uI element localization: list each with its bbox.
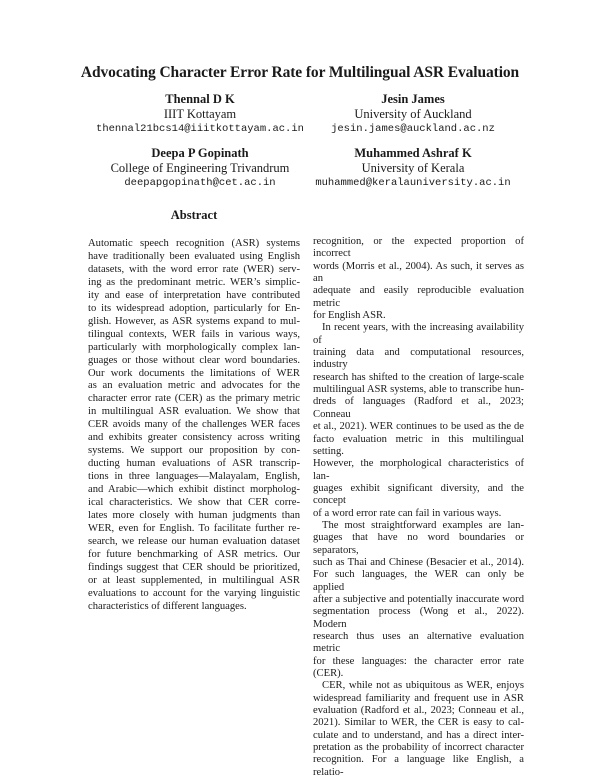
body-line: However, the morphological characteristics of lan-: [313, 458, 524, 482]
body-line: research has shifted to the creation of large-scale: [313, 371, 524, 383]
author-affiliation: College of Engineering Trivandrum: [110, 161, 290, 175]
author-name: Muhammed Ashraf K: [354, 146, 472, 160]
body-line: research thus uses an alternative evaluation metric: [313, 631, 524, 655]
body-line: In recent years, with the increasing availability of: [313, 322, 524, 346]
abstract-text: [88, 238, 300, 614]
abstract-line: search, we release our human evaluation dataset: [88, 535, 300, 547]
abstract-line: lates more closely with human judgments than: [88, 510, 300, 522]
body-line: pretation as the probability of incorrect character: [313, 742, 524, 754]
body-line: The most straightforward examples are lan-: [322, 519, 524, 531]
abstract-line: for future benchmarking of ASR metrics. Our: [88, 548, 300, 560]
body-line: dreds of languages (Radford et al., 2023; Conneau: [313, 396, 524, 420]
abstract-line: to its widespread adoption, particularly for En-: [88, 302, 300, 314]
abstract-line: or at least supplemented, in multilingual ASR: [88, 574, 300, 586]
body-line: et al., 2021). WER continues to be used as the de: [313, 421, 524, 433]
abstract-line: evaluations to account for the varying linguistic: [88, 587, 300, 599]
author-name: Jesin James: [381, 92, 445, 106]
body-line: guages exhibit significant diversity, and the concept: [313, 482, 524, 507]
body-line: For such languages, the WER can only be applied: [313, 569, 524, 593]
author-block: [283, 146, 543, 191]
paper-title: Advocating Character Error Rate for Multilingual ASR Evaluation: [80, 64, 520, 81]
body-line: after a subjective and potentially inaccurate word: [313, 593, 524, 605]
abstract-line: guages or those without clear word boundaries.: [88, 354, 300, 366]
author-email[interactable]: muhammed@keralauniversity.ac.in: [315, 177, 511, 189]
abstract-line: ing as the predominant metric. WER’s simplic-: [88, 276, 300, 288]
abstract-line: ical characteristics. We show that CER corre-: [88, 497, 300, 509]
body-line: such as Thai and Chinese (Besacier et al., 2014).: [313, 556, 524, 568]
body-line: words (Morris et al., 2004). As such, it serves as an: [313, 260, 524, 285]
body-line: CER, while not as ubiquitous as WER, enjoys: [322, 680, 524, 692]
author-email[interactable]: deepapgopinath@cet.ac.in: [124, 177, 276, 189]
abstract-line: tions in three languages—Malayalam, English,: [88, 471, 300, 483]
body-line: recognition, or the expected proportion of incorrect: [313, 236, 524, 260]
abstract-heading: Abstract: [170, 208, 218, 222]
author-email[interactable]: thennal21bcs14@iiitkottayam.ac.in: [96, 123, 304, 135]
body-line: of a word error rate can fail in various ways.: [313, 507, 502, 519]
body-text-column: [313, 236, 524, 779]
body-line: multilingual ASR systems, able to transcribe hun-: [313, 384, 524, 396]
body-line: training data and computational resources, industry: [313, 347, 524, 371]
abstract-line: characteristics of different languages.: [88, 600, 247, 612]
abstract-line: and Arabic—which exhibit distinct morpholog-: [88, 484, 300, 496]
abstract-line: and exhibits greater consistency across writing: [88, 432, 300, 444]
abstract-line: Our work documents the limitations of WER: [88, 367, 300, 379]
body-line: evaluation (Radford et al., 2023; Conneau et al.,: [313, 705, 524, 717]
body-line: widespread familiarity and frequent use in ASR: [313, 692, 524, 704]
abstract-line: systems. We support our proposition by con-: [88, 445, 300, 457]
body-line: culate and to understand, and has a direct inter-: [313, 729, 524, 741]
author-affiliation: University of Auckland: [354, 107, 472, 121]
body-line: segmentation process (Wong et al., 2022). Modern: [313, 606, 524, 630]
abstract-line: WER, even for English. To facilitate further re-: [88, 522, 300, 534]
body-line: adequate and easily reproducible evaluation metric: [313, 285, 524, 309]
abstract-line: tilingual contexts, WER fails in various ways,: [88, 328, 300, 340]
author-affiliation: University of Kerala: [361, 161, 465, 175]
abstract-line: particularly with morphologically complex lan-: [88, 341, 300, 353]
author-affiliation: IIIT Kottayam: [163, 107, 237, 121]
author-block: [283, 92, 543, 137]
body-line: guages that have no word boundaries or separators,: [313, 532, 524, 556]
abstract-line: as an evaluation metric and advocates for the: [88, 380, 300, 392]
body-line: recognition. For a language like English, a relatio-: [313, 754, 524, 778]
body-line: facto evaluation metric in this multilingual setting.: [313, 433, 524, 457]
author-email[interactable]: jesin.james@auckland.ac.nz: [331, 123, 495, 135]
abstract-line: CER avoids many of the challenges WER faces: [88, 419, 300, 431]
abstract-line: datasets, with the word error rate (WER) serv-: [88, 263, 300, 275]
body-line: for these languages: the character error rate (CER).: [313, 655, 524, 680]
abstract-line: character error rate (CER) as the primary metric: [88, 393, 300, 405]
abstract-line: Automatic speech recognition (ASR) systems: [88, 238, 300, 249]
abstract-line: ducting human evaluations of ASR transcrip-: [88, 458, 300, 470]
abstract-line: have traditionally been evaluated using English: [88, 250, 300, 262]
body-line: 2021). Similar to WER, the CER is easy to cal-: [313, 717, 524, 729]
body-line: for English ASR.: [313, 310, 386, 322]
author-name: Deepa P Gopinath: [151, 146, 249, 160]
abstract-line: findings suggest that CER should be prioritized,: [88, 561, 300, 573]
author-name: Thennal D K: [165, 92, 235, 106]
abstract-line: in multilingual ASR evaluation. We show that: [88, 406, 300, 418]
abstract-line: glish. However, as ASR systems expand to mul-: [88, 315, 300, 327]
abstract-line: ity and ease of interpretation have contributed: [88, 289, 300, 301]
